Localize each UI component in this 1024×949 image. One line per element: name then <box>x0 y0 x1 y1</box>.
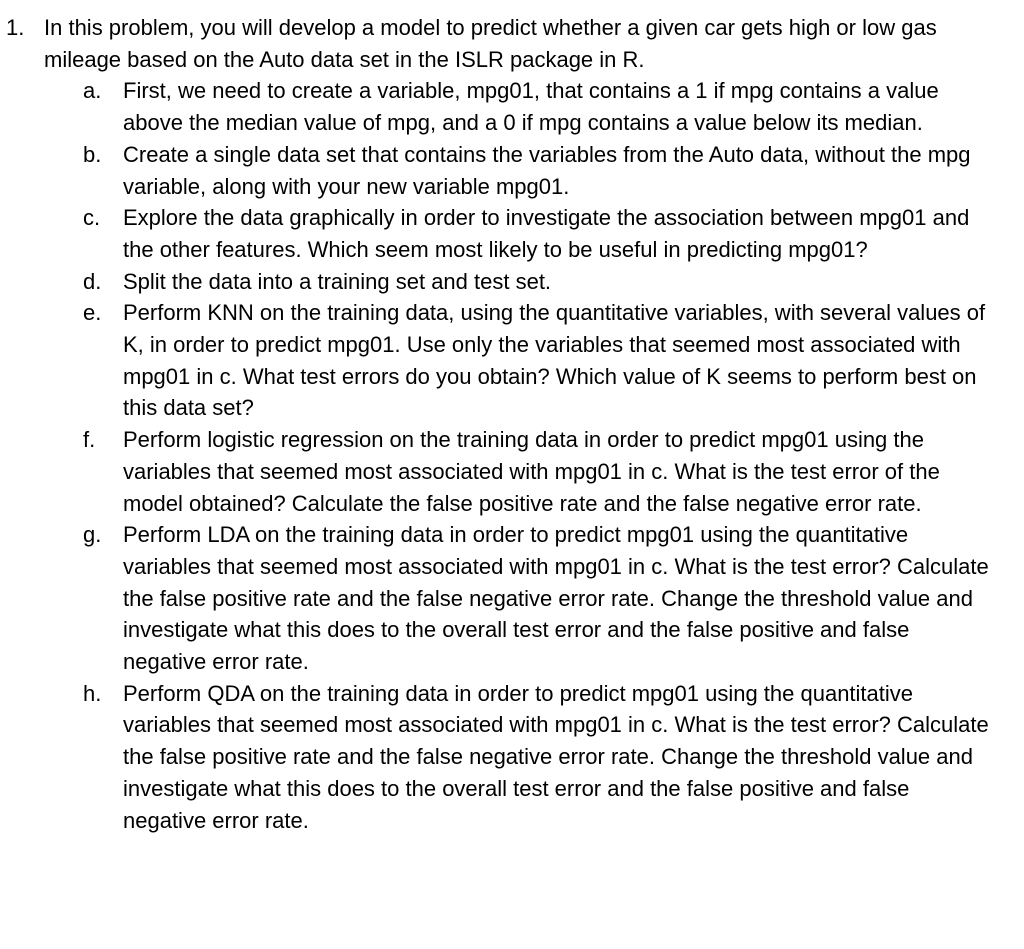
subitem-d <box>44 266 990 298</box>
subitem-list <box>44 75 990 836</box>
subitem-text: Split the data into a training set and test set. <box>123 268 552 294</box>
subitem-letter: f. <box>83 427 96 453</box>
subitem-f <box>44 424 990 519</box>
subitem-letter: b. <box>83 141 102 167</box>
subitem-text: Create a single data set that contains the variables from the Auto data, without the mpg variable, along with your new variable mpg01. <box>123 141 971 199</box>
subitem-c <box>44 202 990 265</box>
subitem-b <box>44 139 990 202</box>
subitem-letter: a. <box>83 78 102 104</box>
subitem-text: Perform LDA on the training data in order to predict mpg01 using the quantitative variables that seemed most associated with mpg01 in c. What is the test error? Calculate the false positive rate and the false negative error rate. Change the threshold value and investigate what this does to the overall test error and the false positive and false negative error rate. <box>123 522 989 675</box>
subitem-text: Perform KNN on the training data, using the quantitative variables, with several values of K, in order to predict mpg01. Use only the variables that seemed most associated with mpg01 in c. What test errors do you obtain? Which value of K seems to perform best on this data set? <box>123 300 986 421</box>
subitem-text: First, we need to create a variable, mpg01, that contains a 1 if mpg contains a value above the median value of mpg, and a 0 if mpg contains a value below its median. <box>123 78 939 136</box>
subitem-letter: d. <box>83 268 102 294</box>
problem-intro: In this problem, you will develop a model to predict whether a given car gets high or low gas mileage based on the Auto data set in the ISLR package in R. <box>44 15 937 72</box>
subitem-text: Perform QDA on the training data in order to predict mpg01 using the quantitative variables that seemed most associated with mpg01 in c. What is the test error? Calculate the false positive rate and the false negative error rate. Change the threshold value and investigate what this does to the overall test error and the false positive and false negative error rate. <box>123 680 989 833</box>
subitem-letter: e. <box>83 300 102 326</box>
subitem-g <box>44 519 990 678</box>
subitem-a <box>44 75 990 138</box>
problem-number: 1. <box>6 15 25 40</box>
subitem-letter: c. <box>83 205 101 231</box>
subitem-text: Explore the data graphically in order to investigate the association between mpg01 and the other features. Which seem most likely to be useful in predicting mpg01? <box>123 205 970 262</box>
subitem-e <box>44 297 990 424</box>
subitem-letter: h. <box>83 680 102 706</box>
subitem-letter: g. <box>83 522 102 548</box>
problem-1 <box>0 12 1024 836</box>
subitem-text: Perform logistic regression on the training data in order to predict mpg01 using the variables that seemed most associated with mpg01 in c. What is the test error of the model obtained? Calculate the false positive rate and the false negative error rate. <box>123 427 940 516</box>
subitem-h <box>44 678 990 837</box>
